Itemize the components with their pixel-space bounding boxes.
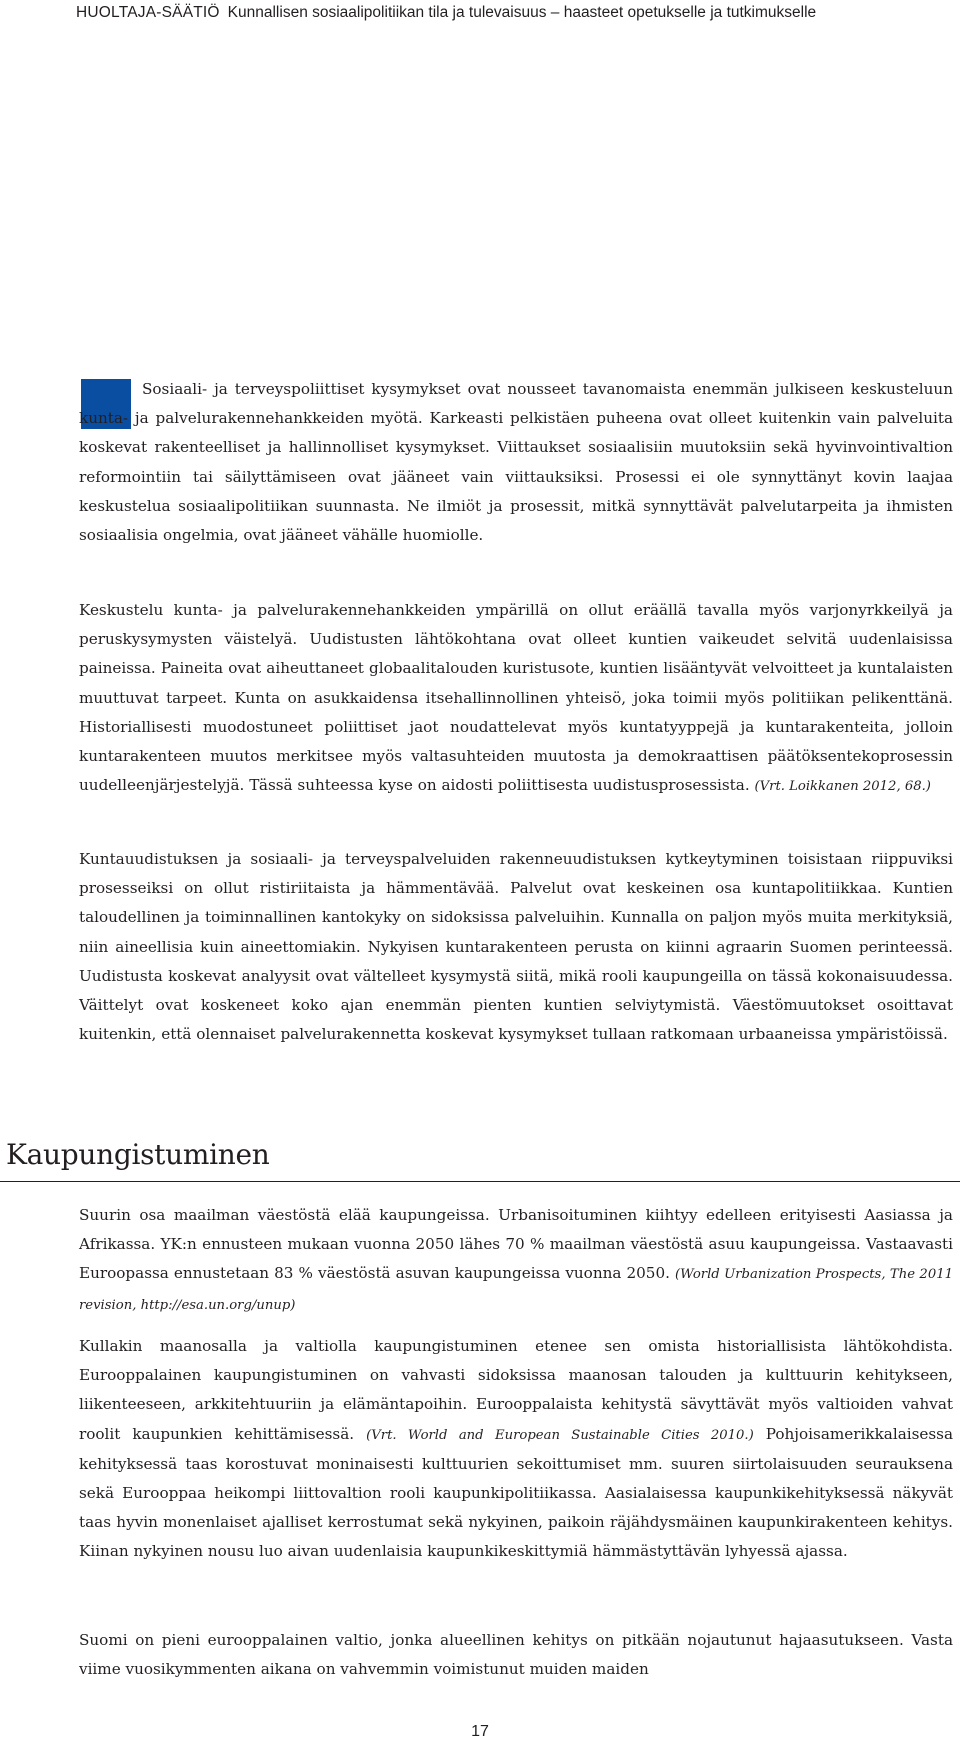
paragraph-urbanization [79, 1201, 953, 1320]
paragraph-urbanization-text: Suurin osa maailman väestöstä elää kaupungeissa. Urbanisoituminen kiihtyy edelleen erityisesti Aasiassa ja Afrikassa. YK:n ennusteen mukaan vuonna 2050 lähes 70 % maailman väestöstä asuu kaupungeissa. Vastaavasti Euroopassa ennustetaan 83 % väestöstä asuvan kaupungeissa vuonna 2050. [79, 1206, 953, 1283]
section-heading: Kaupungistuminen [6, 1138, 270, 1171]
paragraph-intro [79, 375, 953, 550]
heading-divider [0, 1181, 960, 1182]
page-number: 17 [471, 1723, 489, 1740]
paragraph-municipal-reform-text: Kuntauudistuksen ja sosiaali- ja terveyspalveluiden rakenneuudistuksen kytkeytyminen toisistaan riippuviksi prosesseiksi on ollut ristiriitaista ja hämmentävää. Palvelut ovat keskeinen osa kuntapolitiikkaa. Kuntien taloudellinen ja toiminnallinen kantokyky on sidoksissa palveluihin. Kunnalla on paljon myös muita merkityksiä, niin aineellisia kuin aineettomiakin. Nykyisen kuntarakenteen perusta on kiinni agraarin Suomen perinteessä. Uudistusta koskevat analyysit ovat vältelleet kysymystä siitä, mikä rooli kaupungeilla on tässä kokonaisuudessa. Väittelyt ovat koskeneet koko ajan enemmän pienten kuntien selviytymistä. Väestömuutokset osoittavat kuitenkin, että olennaiset palvelurakennetta koskevat kysymykset tullaan ratkomaan urbaaneissa ympäristöissä. [79, 850, 953, 1044]
paragraph-finland [79, 1626, 953, 1684]
paragraph-continents-text-b: Pohjoisamerikkalaisessa kehityksessä taas korostuvat moninaisesti kulttuurien sekoittumiset mm. suuren siirtolaisuuden seurauksena sekä Eurooppaa heikompi liittovaltion rooli kaupunkipolitiikassa. Aasialaisessa kaupunkikehityksessä näkyvät taas hyvin monenlaiset ajalliset kerrostumat sekä nykyinen, paikoin räjähdysmäinen kaupunkirakenteen kehitys. Kiinan nykyinen nousu luo aivan uudenlaisia kaupunkikeskittymiä hämmästyttävän lyhyessä ajassa. [79, 1424, 954, 1561]
paragraph-debate [79, 596, 953, 801]
paragraph-debate-text: Keskustelu kunta- ja palvelurakennehankkeiden ympärillä on ollut eräällä tavalla myös varjonyrkkeilyä ja peruskysymysten väistelyä. Uudistusten lähtökohtana ovat olleet kuntien vaikeudet selvitä uudenlaisissa paineissa. Paineita ovat aiheuttaneet globaalitalouden kuristusote, kuntien lisääntyvät velvoitteet ja kuntalaisten muuttuvat tarpeet. Kunta on asukkaidensa itsehallinnollinen yhteisö, joka toimii myös politiikan pelikenttänä. Historiallisesti muodostuneet poliittiset jaot noudattelevat myös kuntatyyppejä ja kuntarakenteita, jolloin kuntarakenteen muutos merkitsee myös valtasuhteiden muutosta ja demokraattisen päätöksentekoprosessin uudelleenjärjestelyjä. Tässä suhteessa kyse on aidosti poliittisesta uudistusprosessista. [79, 601, 953, 795]
paragraph-municipal-reform [79, 845, 953, 1049]
header-brand: HUOLTAJA-SÄÄTIÖ [76, 4, 220, 21]
header-title: Kunnallisen sosiaalipolitiikan tila ja tulevaisuus – haasteet opetukselle ja tutkimukselle [227, 4, 817, 21]
citation-sustainable-cities: (Vrt. World and European Sustainable Cities 2010.) [366, 1427, 754, 1443]
running-header [76, 4, 816, 22]
paragraph-continents [79, 1332, 953, 1567]
citation-world-urbanization: (World Urbanization Prospects, The 2011 revision, http://esa.un.org/unup) [79, 1267, 953, 1313]
paragraph-finland-text: Suomi on pieni eurooppalainen valtio, jonka alueellinen kehitys on pitkään nojautunut hajaasutukseen. Vasta viime vuosikymmenten aikana on vahvemmin voimistunut muiden maiden [79, 1631, 953, 1679]
citation-loikkanen: (Vrt. Loikkanen 2012, 68.) [754, 779, 931, 795]
paragraph-continents-text-a: Kullakin maanosalla ja valtiolla kaupungistuminen etenee sen omista historiallisista lähtökohdista. Eurooppalainen kaupungistuminen on vahvasti sidoksissa maanosan talouden ja kulttuurin kehitykseen, liikenteeseen, arkkitehtuuriin ja elämäntapoihin. Eurooppalaista kehitystä sävyttävät myös valtioiden vahvat roolit kaupunkien kehittämisessä. [79, 1337, 953, 1443]
paragraph-intro-text: Sosiaali- ja terveyspoliittiset kysymykset ovat nousseet tavanomaista enemmän julkiseen keskusteluun kunta- ja palvelurakennehankkeiden myötä. Karkeasti pelkistäen puheena ovat olleet kuitenkin vain palveluita koskevat rakenteelliset ja hallinnolliset kysymykset. Viittaukset sosiaalisiin muutoksiin sekä hyvinvointivaltion reformointiin tai säilyttämiseen ovat jääneet vain viittauksiksi. Prosessi ei ole synnyttänyt kovin laajaa keskustelua sosiaalipolitiikan suunnasta. Ne ilmiöt ja prosessit, mitkä synnyttävät palvelutarpeita ja ihmisten sosiaalisia ongelmia, ovat jääneet vähälle huomiolle. [79, 380, 953, 545]
